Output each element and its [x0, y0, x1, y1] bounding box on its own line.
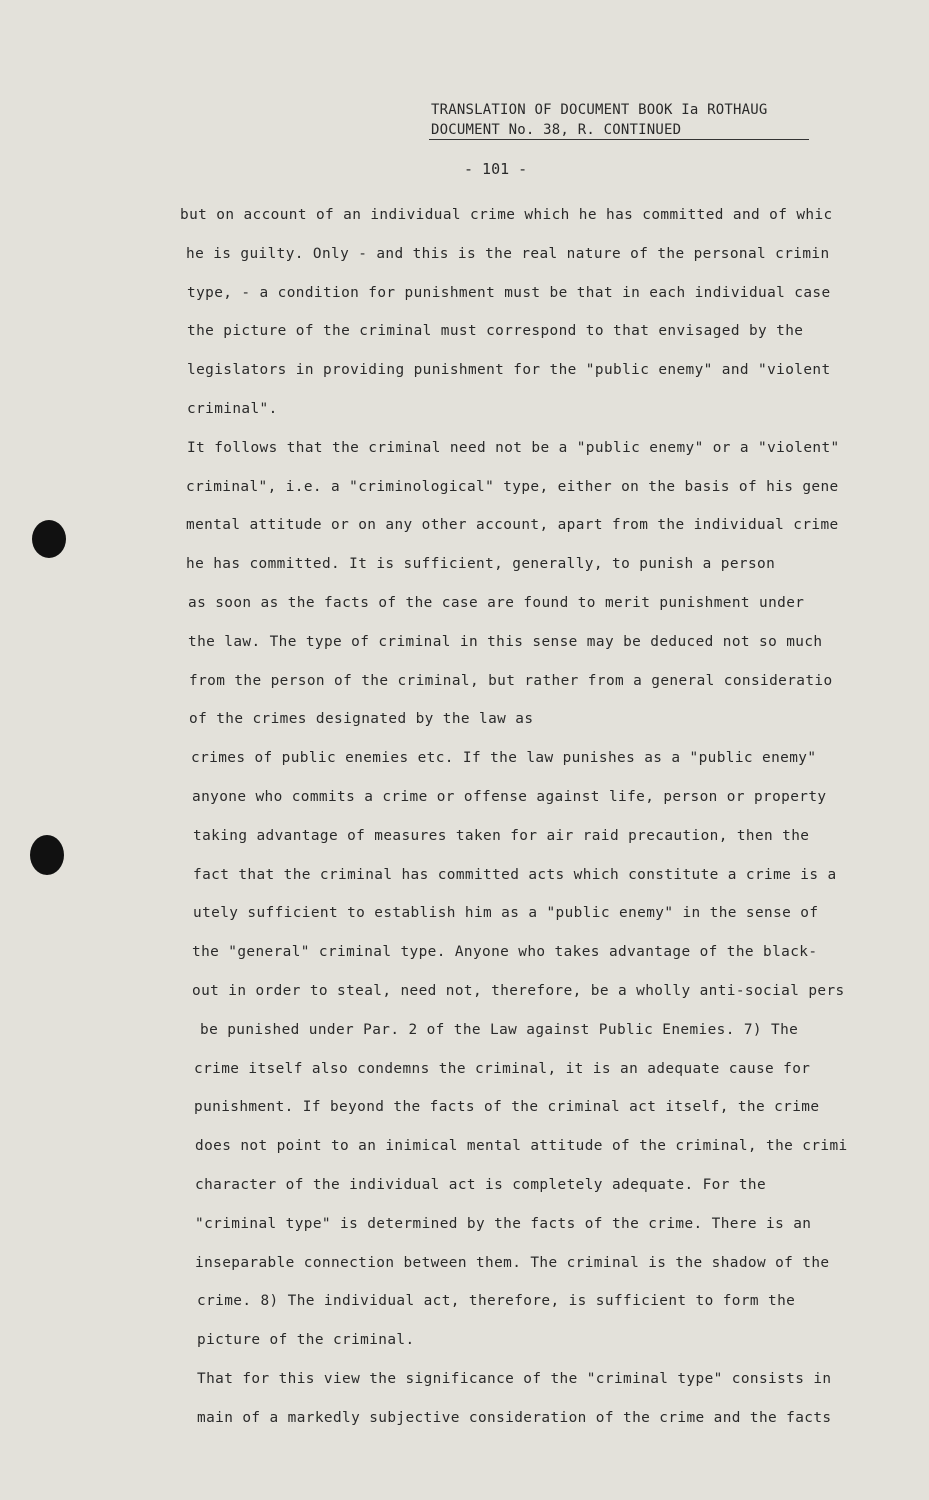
document-header	[431, 100, 768, 140]
text-line: mental attitude or on any other account, apart from the individual crime	[186, 517, 839, 534]
header-title: TRANSLATION OF DOCUMENT BOOK Ia ROTHAUG	[431, 102, 768, 118]
text-line: It follows that the criminal need not be a "public enemy" or a "violent"	[187, 439, 840, 456]
text-line: fact that the criminal has committed acts which constitute a crime is a	[193, 866, 837, 883]
text-line: type, - a condition for punishment must be that in each individual case	[187, 284, 831, 301]
text-line: That for this view the significance of the "criminal type" consists in	[197, 1370, 832, 1387]
text-line: crime itself also condemns the criminal, it is an adequate cause for	[194, 1060, 811, 1077]
text-line: as soon as the facts of the case are found to merit punishment under	[188, 594, 805, 611]
text-line: of the crimes designated by the law as	[189, 711, 534, 728]
text-line: crime. 8) The individual act, therefore, is sufficient to form the	[197, 1293, 796, 1310]
text-line: the picture of the criminal must correspond to that envisaged by the	[187, 323, 804, 340]
text-line: main of a markedly subjective consideration of the crime and the facts	[197, 1409, 832, 1426]
header-document-number: DOCUMENT No. 38, R. CONTINUED	[431, 122, 682, 138]
text-line: punishment. If beyond the facts of the criminal act itself, the crime	[194, 1099, 820, 1116]
punch-hole-bottom	[30, 835, 64, 875]
text-line: the law. The type of criminal in this sense may be deduced not so much	[188, 633, 823, 650]
header-underline	[429, 139, 809, 140]
text-line: be punished under Par. 2 of the Law against Public Enemies. 7) The	[200, 1021, 799, 1038]
text-line: out in order to steal, need not, therefore, be a wholly anti-social pers	[192, 982, 845, 999]
text-line: he is guilty. Only - and this is the real nature of the personal crimin	[186, 245, 830, 262]
body-text	[180, 196, 880, 1438]
text-line: from the person of the criminal, but rather from a general consideratio	[189, 672, 833, 689]
punch-hole-top	[32, 520, 66, 558]
text-line: taking advantage of measures taken for air raid precaution, then the	[193, 827, 810, 844]
text-line: criminal", i.e. a "criminological" type, either on the basis of his gene	[186, 478, 839, 495]
text-line: character of the individual act is completely adequate. For the	[195, 1176, 767, 1193]
text-line: the "general" criminal type. Anyone who takes advantage of the black-	[192, 944, 818, 961]
text-line: legislators in providing punishment for the "public enemy" and "violent	[187, 362, 831, 379]
text-line: but on account of an individual crime which he has committed and of whic	[180, 207, 833, 223]
text-line: "criminal type" is determined by the facts of the crime. There is an	[195, 1215, 812, 1232]
text-line: anyone who commits a crime or offense against life, person or property	[192, 788, 827, 805]
text-line: picture of the criminal.	[197, 1332, 415, 1349]
page-number: - 101 -	[464, 160, 528, 178]
text-line: inseparable connection between them. The criminal is the shadow of the	[195, 1254, 830, 1271]
text-line: utely sufficient to establish him as a "public enemy" in the sense of	[193, 905, 819, 922]
text-line: he has committed. It is sufficient, generally, to punish a person	[186, 556, 776, 573]
text-line: does not point to an inimical mental attitude of the criminal, the crimi	[195, 1138, 848, 1155]
text-line: crimes of public enemies etc. If the law punishes as a "public enemy"	[191, 750, 817, 767]
text-line: criminal".	[187, 400, 278, 417]
